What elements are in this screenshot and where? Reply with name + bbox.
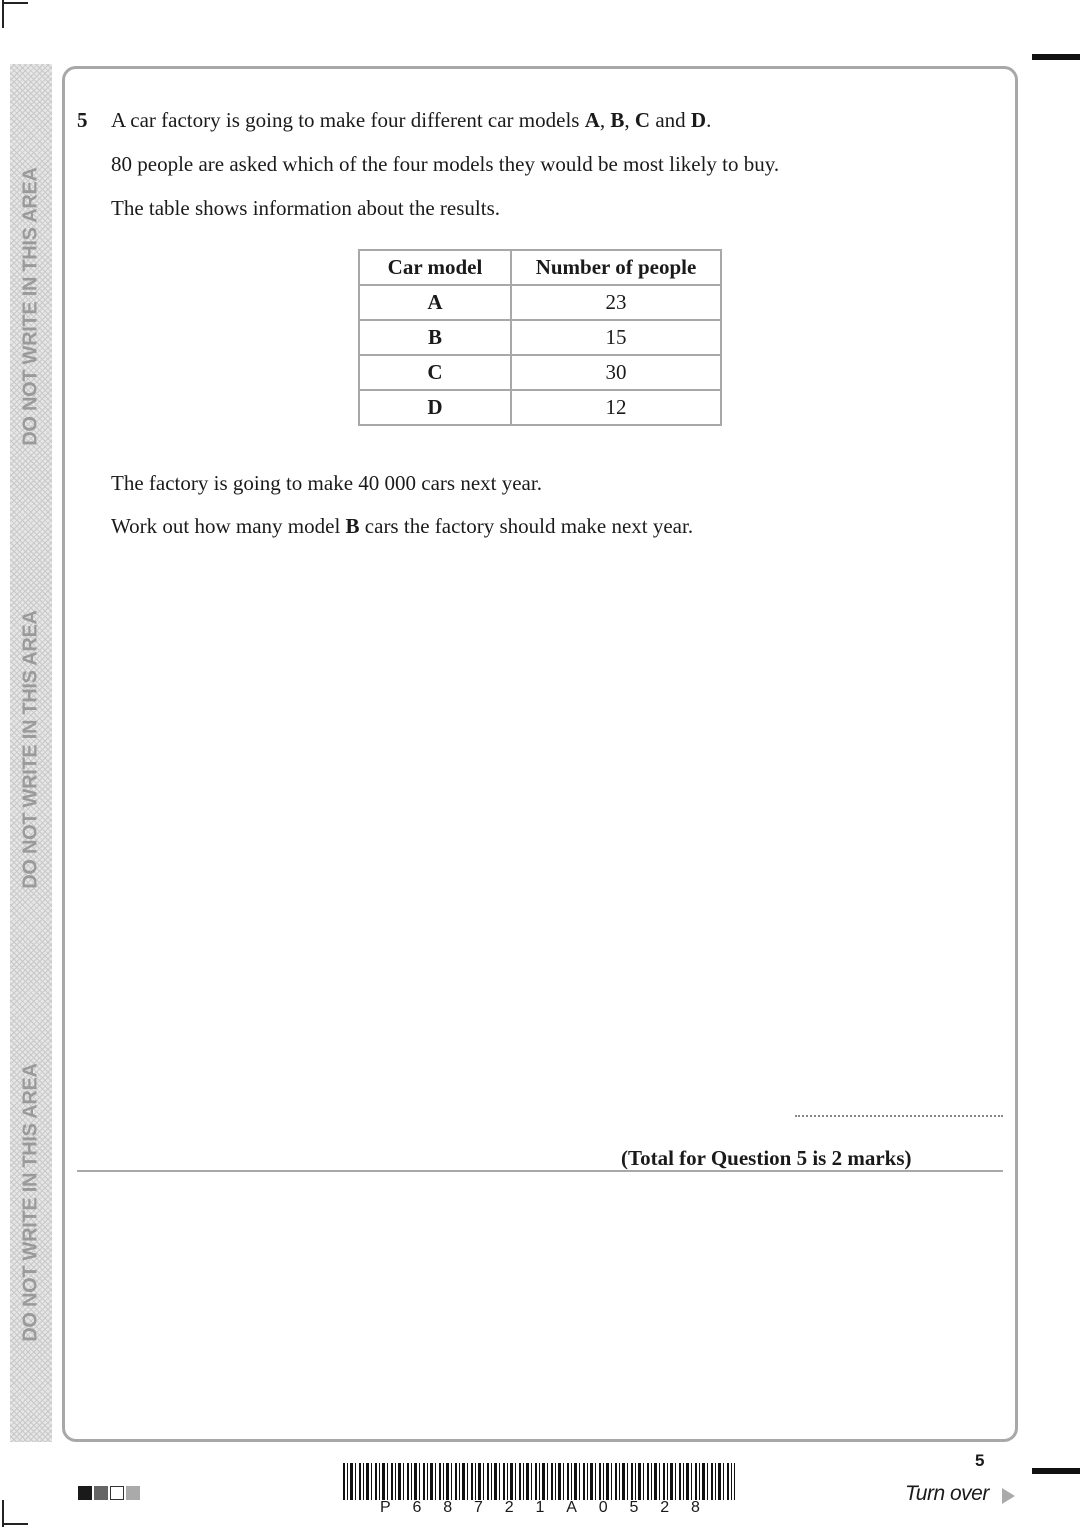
count-cell: 23	[511, 285, 721, 320]
barcode-digit: 2	[504, 1499, 514, 1516]
question-line-5: Work out how many model B cars the factory should make next year.	[111, 514, 694, 538]
margin-warning: DO NOT WRITE IN THIS AREA	[19, 610, 42, 889]
barcode-digit: 8	[443, 1499, 453, 1516]
model-cell: C	[359, 355, 511, 390]
header-number-of-people: Number of people	[511, 250, 721, 285]
header-car-model: Car model	[359, 250, 511, 285]
crop-mark	[2, 1523, 28, 1525]
count-cell: 30	[511, 355, 721, 390]
barcode	[343, 1463, 735, 1500]
barcode-digit: P	[380, 1499, 391, 1516]
question-divider	[77, 1170, 1003, 1172]
colour-square	[126, 1486, 140, 1500]
barcode-digits	[380, 1499, 700, 1517]
arrow-right-icon	[1002, 1488, 1015, 1504]
count-cell: 15	[511, 320, 721, 355]
registration-mark	[1032, 54, 1080, 60]
question-line-1: A car factory is going to make four different car models A, B, C and D.	[111, 108, 712, 132]
model-cell: A	[359, 285, 511, 320]
crop-mark	[2, 2, 28, 4]
model-cell: B	[359, 320, 511, 355]
colour-square	[78, 1486, 92, 1500]
model-cell: D	[359, 390, 511, 425]
results-table	[358, 249, 722, 426]
table-row	[359, 355, 721, 390]
barcode-digit: 7	[474, 1499, 483, 1516]
question-number: 5	[77, 108, 88, 132]
barcode-digit: 0	[598, 1499, 608, 1516]
margin-warning: DO NOT WRITE IN THIS AREA	[19, 167, 42, 446]
count-cell: 12	[511, 390, 721, 425]
colour-square	[94, 1486, 108, 1500]
table-row	[359, 285, 721, 320]
question-line-4: The factory is going to make 40 000 cars next year.	[111, 471, 542, 495]
margin-warning: DO NOT WRITE IN THIS AREA	[19, 1063, 42, 1342]
answer-line[interactable]	[795, 1115, 1003, 1117]
crop-mark	[2, 0, 4, 28]
barcode-digit: A	[566, 1499, 577, 1516]
turn-over-label: Turn over	[905, 1482, 989, 1505]
page-number: 5	[975, 1451, 985, 1470]
table-row	[359, 320, 721, 355]
question-line-3: The table shows information about the results.	[111, 196, 501, 220]
registration-mark	[1032, 1468, 1080, 1474]
barcode-digit: 5	[629, 1499, 639, 1516]
barcode-digit: 2	[660, 1499, 670, 1516]
barcode-digit: 1	[535, 1499, 545, 1516]
colour-square	[110, 1486, 124, 1500]
barcode-digit: 6	[412, 1499, 422, 1516]
table-header-row	[359, 250, 721, 285]
total-marks: (Total for Question 5 is 2 marks)	[621, 1146, 912, 1170]
question-line-2: 80 people are asked which of the four models they would be most likely to buy.	[111, 152, 780, 176]
table-row	[359, 390, 721, 425]
barcode-digit: 8	[691, 1499, 700, 1516]
